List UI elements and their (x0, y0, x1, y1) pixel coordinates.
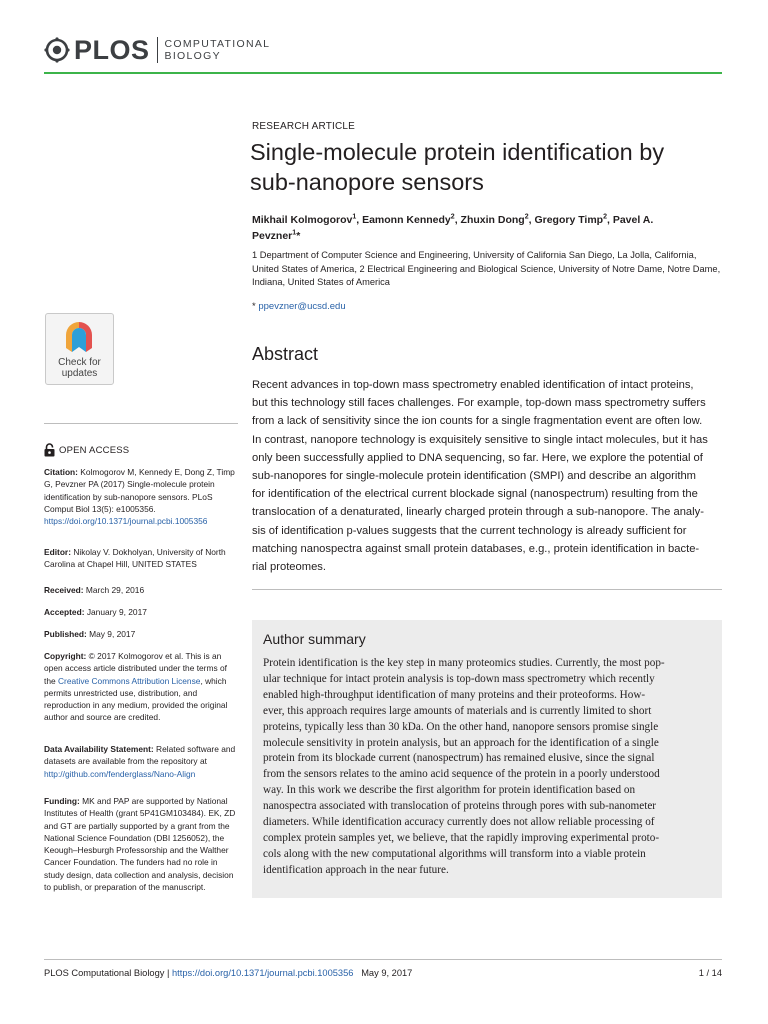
published-date: May 9, 2017 (89, 629, 136, 639)
abstract-heading: Abstract (252, 344, 319, 364)
abstract-line: translocation of a denaturated, linearly charged protein through a sub-nanopore. The analy- (252, 506, 704, 519)
page-number: 1 / 14 (698, 968, 722, 978)
abstract-line: only been successfully applied to DNA sequencing, so far. Here, we explore the potential of (252, 451, 703, 464)
citation-doi-link[interactable]: https://doi.org/10.1371/journal.pcbi.1005356 (44, 516, 208, 527)
published-block (44, 628, 238, 640)
article-type: RESEARCH ARTICLE (252, 121, 356, 132)
summary-line: cols along with the new computational algorithms will transform into a viable protein (263, 847, 646, 860)
footer-citation (44, 968, 412, 978)
journal-name (165, 38, 271, 62)
author-2[interactable]: Eamonn Kennedy$^2$, (362, 213, 461, 226)
editor-text: Nikolay V. Dokholyan, University of North Carolina at Chapel Hill, UNITED STATES (44, 547, 226, 570)
author-1[interactable]: Mikhail Kolmogorov$^1$, (252, 213, 363, 226)
author-5[interactable]: Pavel A. Pevzner$^1$* (252, 213, 654, 242)
summary-line: diameters. While identification accuracy currently does not allow reliable processing of (263, 816, 655, 829)
received-date: March 29, 2016 (85, 585, 145, 595)
summary-line: nanospectra associated with translocation of proteins through pores with sub-nanometer (263, 800, 657, 813)
logo-plos-text: PLOS (74, 34, 150, 65)
funding-label: Funding: (44, 796, 80, 806)
author-3[interactable]: Zhuxin Dong$^2$, (460, 213, 535, 226)
copyright-label: Copyright: (44, 651, 87, 661)
abstract-line: In contrast, nanopore technology is exquisitely sensitive to single intact molecules, but it has (252, 433, 708, 446)
editor-block (44, 546, 238, 571)
check-for-updates-badge[interactable] (45, 313, 114, 385)
open-lock-icon (44, 443, 55, 457)
badge-text (46, 357, 113, 379)
email-link[interactable]: ppevzner@ucsd.edu (258, 301, 346, 312)
journal-name-line1: COMPUTATIONAL (164, 38, 271, 50)
copyright-text-2: , which permits unrestricted use, distribution, and reproduction in any medium, provided the original author and source are credited. (44, 675, 228, 723)
abstract-line: sis of identification p-values suggests that the current technology is already sufficient for (252, 524, 687, 537)
summary-line: ever, this approach requires large amounts of materials and is currently limited to short (263, 704, 652, 717)
summary-line: protein from its blockade current (nanospectrum) has remained elusive, since the signal (263, 752, 655, 765)
accepted-block (44, 606, 238, 618)
author-summary-heading: Author summary (263, 631, 366, 647)
abstract-line: sub-nanopores for single-molecule protein identification (SMPI) and describe an algorithm (252, 470, 697, 483)
sidebar-divider (44, 423, 238, 424)
repository-link[interactable]: http://github.com/fenderglass/Nano-Align (44, 768, 196, 779)
abstract-divider (252, 589, 722, 590)
editor-label: Editor: (44, 547, 71, 557)
footer-journal: PLOS Computational Biology | (44, 968, 172, 978)
funding-text: MK and PAP are supported by National Institutes of Health (grant 5P41GM103484). EK, ZD and GT are partially supported by a grant from the National Science Foundation (DBI 1256052), the Keough–Hesburgh Professorship and the Walther Cancer Foundation. The funders had no role in study design, data collection and analysis, decision to publish, or preparation of the manuscript. (44, 796, 236, 893)
summary-line: complex protein samples yet, we believe, that the rapidly improving experimental proto- (263, 831, 660, 844)
summary-line: identification approach in the near future. (263, 863, 449, 876)
summary-line: Protein identification is the key step in many proteomics studies. Currently, the most pop- (263, 657, 665, 669)
abstract-line: from a lack of sensitivity since the ion counts for a single fragmentation event are often low. (252, 415, 703, 428)
received-label: Received: (44, 585, 84, 595)
badge-line2: updates (61, 368, 98, 379)
abstract-line: rial proteomes. (252, 561, 326, 574)
summary-line: molecule sensitivity in protein analysis, but an approach for the identification of a single (263, 736, 659, 749)
corresponding-email[interactable] (252, 301, 346, 312)
accepted-date: January 9, 2017 (86, 607, 147, 617)
journal-logo (44, 33, 270, 67)
summary-line: ular technique for intact protein analysis is top-down mass spectrometry which recently (263, 672, 655, 685)
author-summary-text (263, 656, 713, 879)
citation-block (44, 466, 238, 527)
affiliations: 1 Department of Computer Science and Engineering, University of California San Diego, La Jolla, California, United States of America, 2 Electrical Engineering and Biological Science, University of Notre Dame, Notre Dame, Indiana, United States of America (252, 250, 721, 287)
data-availability-block (44, 743, 238, 780)
abstract-line: but this technology still faces challenges. For example, top-down mass spectrometry suffers (252, 397, 706, 410)
data-availability-text: Related software and datasets are available from the repository at (44, 744, 236, 767)
footer-doi-link[interactable]: https://doi.org/10.1371/journal.pcbi.1005356 (172, 968, 354, 978)
author-list (252, 210, 692, 243)
summary-line: enabled high-throughput identification of many proteins and their proteoforms. How- (263, 688, 646, 701)
abstract-line: Recent advances in top-down mass spectrometry enabled identification of intact proteins, (252, 379, 694, 391)
summary-line: from the sensors relates to the amino acid sequence of the protein in a poorly understood (263, 768, 660, 781)
journal-name-line2: BIOLOGY (164, 50, 221, 62)
received-block (44, 584, 238, 596)
abstract-line: for identification of the electrical current blockade signal (nanospectrum) resulting from the (252, 488, 698, 501)
copyright-text: © 2017 Kolmogorov et al. This is an open access article distributed under the terms of the (44, 651, 227, 686)
citation-text: Kolmogorov M, Kennedy E, Dong Z, Timp G, Pevzner PA (2017) Single-molecule protein identification by sub-nanopore sensors. PLoS Comput Biol 13(5): e1005356. (44, 467, 235, 514)
email-star: * (252, 301, 256, 312)
open-access-label (44, 443, 129, 457)
footer-rule (44, 959, 722, 960)
license-link[interactable]: Creative Commons Attribution License (57, 675, 201, 686)
accepted-label: Accepted: (44, 607, 85, 617)
summary-line: proteins, typically less than 30 kDa. On the other hand, nanopore sensors promise single (263, 720, 659, 733)
badge-line1: Check for (58, 357, 101, 368)
article-title: Single-molecule protein identification by sub-nanopore sensors (250, 139, 665, 195)
author-4[interactable]: Gregory Timp$^2$, (534, 213, 613, 226)
data-availability-label: Data Availability Statement: (44, 744, 154, 754)
abstract-line: matching nanospectra against small protein databases, e.g., protein identification in bacte- (252, 542, 700, 555)
published-label: Published: (44, 629, 87, 639)
logo-separator (157, 37, 158, 63)
funding-block (44, 795, 238, 893)
summary-line: way. In this work we describe the first algorithm for protein identification based on (263, 784, 636, 797)
plos-logo-icon (44, 37, 70, 63)
citation-label: Citation: (44, 467, 78, 477)
abstract-text (252, 376, 722, 576)
header-rule (44, 72, 722, 74)
open-access-text: OPEN ACCESS (59, 444, 130, 456)
copyright-block (44, 650, 238, 724)
check-updates-icon (64, 320, 94, 354)
footer-date: May 9, 2017 (361, 968, 413, 978)
